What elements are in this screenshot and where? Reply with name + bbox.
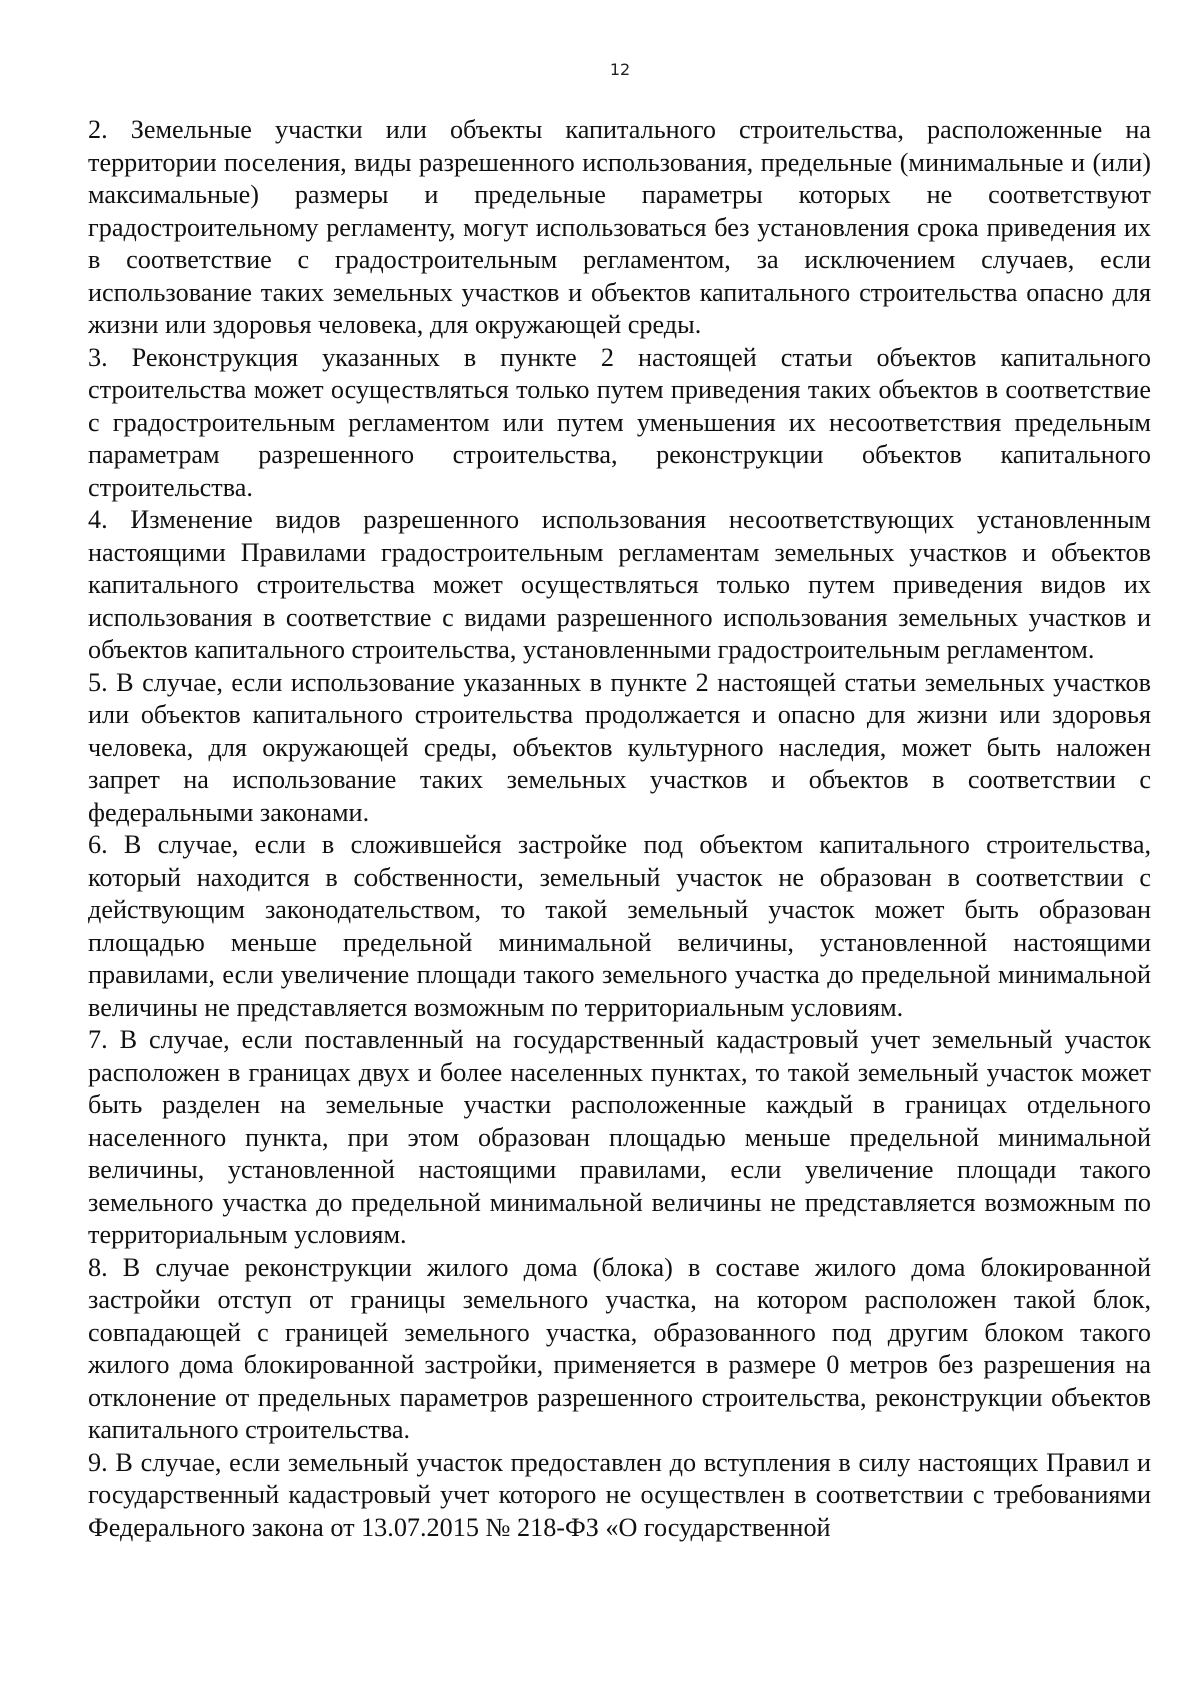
paragraph-4: 4. Изменение видов разрешенного использования несоответствующих установленным настоящими Правилами градостроительным регламентам земельных участков и объектов капитального строительства может осуществляться только путем приведения видов их использования в соответствие с видами разрешенного использования земельных участков и объектов капитального строительства, установленными градостроительным регламентом. — [88, 505, 1151, 664]
paragraph-6: 6. В случае, если в сложившейся застройке под объектом капитального строительства, который находится в собственности, земельный участок не образован в соответствии с действующим законодательством, то такой земельный участок может быть образован площадью меньше предельной минимальной величины, установленной настоящими правилами, если увеличение площади такого земельного участка до предельной минимальной величины не представляется возможным по территориальным условиям. — [88, 830, 1151, 1022]
paragraph-9: 9. В случае, если земельный участок предоставлен до вступления в силу настоящих Правил и государственный кадастровый учет которого не осуществлен в соответствии с требованиями Федерального закона от 13.07.2015 № 218-ФЗ «О государственной — [88, 1447, 1151, 1542]
paragraph-2: 2. Земельные участки или объекты капитального строительства, расположенные на территории поселения, виды разрешенного использования, предельные (минимальные и (или) максимальные) размеры и предельные параметры которых не соответствуют градостроительному регламенту, могут использоваться без установления срока приведения их в соответствие с градостроительным регламентом, за исключением случаев, если использование таких земельных участков и объектов капитального строительства опасно для жизни или здоровья человека, для окружающей среды. — [88, 115, 1151, 339]
paragraph-3: 3. Реконструкция указанных в пункте 2 настоящей статьи объектов капитального строительства может осуществляться только путем приведения таких объектов в соответствие с градостроительным регламентом или путем уменьшения их несоответствия предельным параметрам разрешенного строительства, реконструкции объектов капитального строительства. — [88, 342, 1151, 502]
paragraph-5: 5. В случае, если использование указанных в пункте 2 настоящей статьи земельных участков или объектов капитального строительства продолжается и опасно для жизни или здоровья человека, для окружающей среды, объектов культурного наследия, может быть наложен запрет на использование таких земельных участков и объектов в соответствии с федеральными законами. — [88, 667, 1151, 827]
paragraph-7: 7. В случае, если поставленный на государственный кадастровый учет земельный участок расположен в границах двух и более населенных пунктах, то такой земельный участок может быть разделен на земельные участки расположенные каждый в границах отдельного населенного пункта, при этом образован площадью меньше предельной минимальной величины, установленной настоящими правилами, если увеличение площади такого земельного участка до предельной минимальной величины не представляется возможным по территориальным условиям. — [88, 1025, 1151, 1249]
page-number: 12 — [609, 60, 631, 79]
document-body — [88, 114, 1151, 1544]
paragraph-8: 8. В случае реконструкции жилого дома (блока) в составе жилого дома блокированной застройки отступ от границы земельного участка, на котором расположен такой блок, совпадающей с границей земельного участка, образованного под другим блоком такого жилого дома блокированной застройки, применяется в размере 0 метров без разрешения на отклонение от предельных параметров разрешенного строительства, реконструкции объектов капитального строительства. — [88, 1252, 1151, 1444]
